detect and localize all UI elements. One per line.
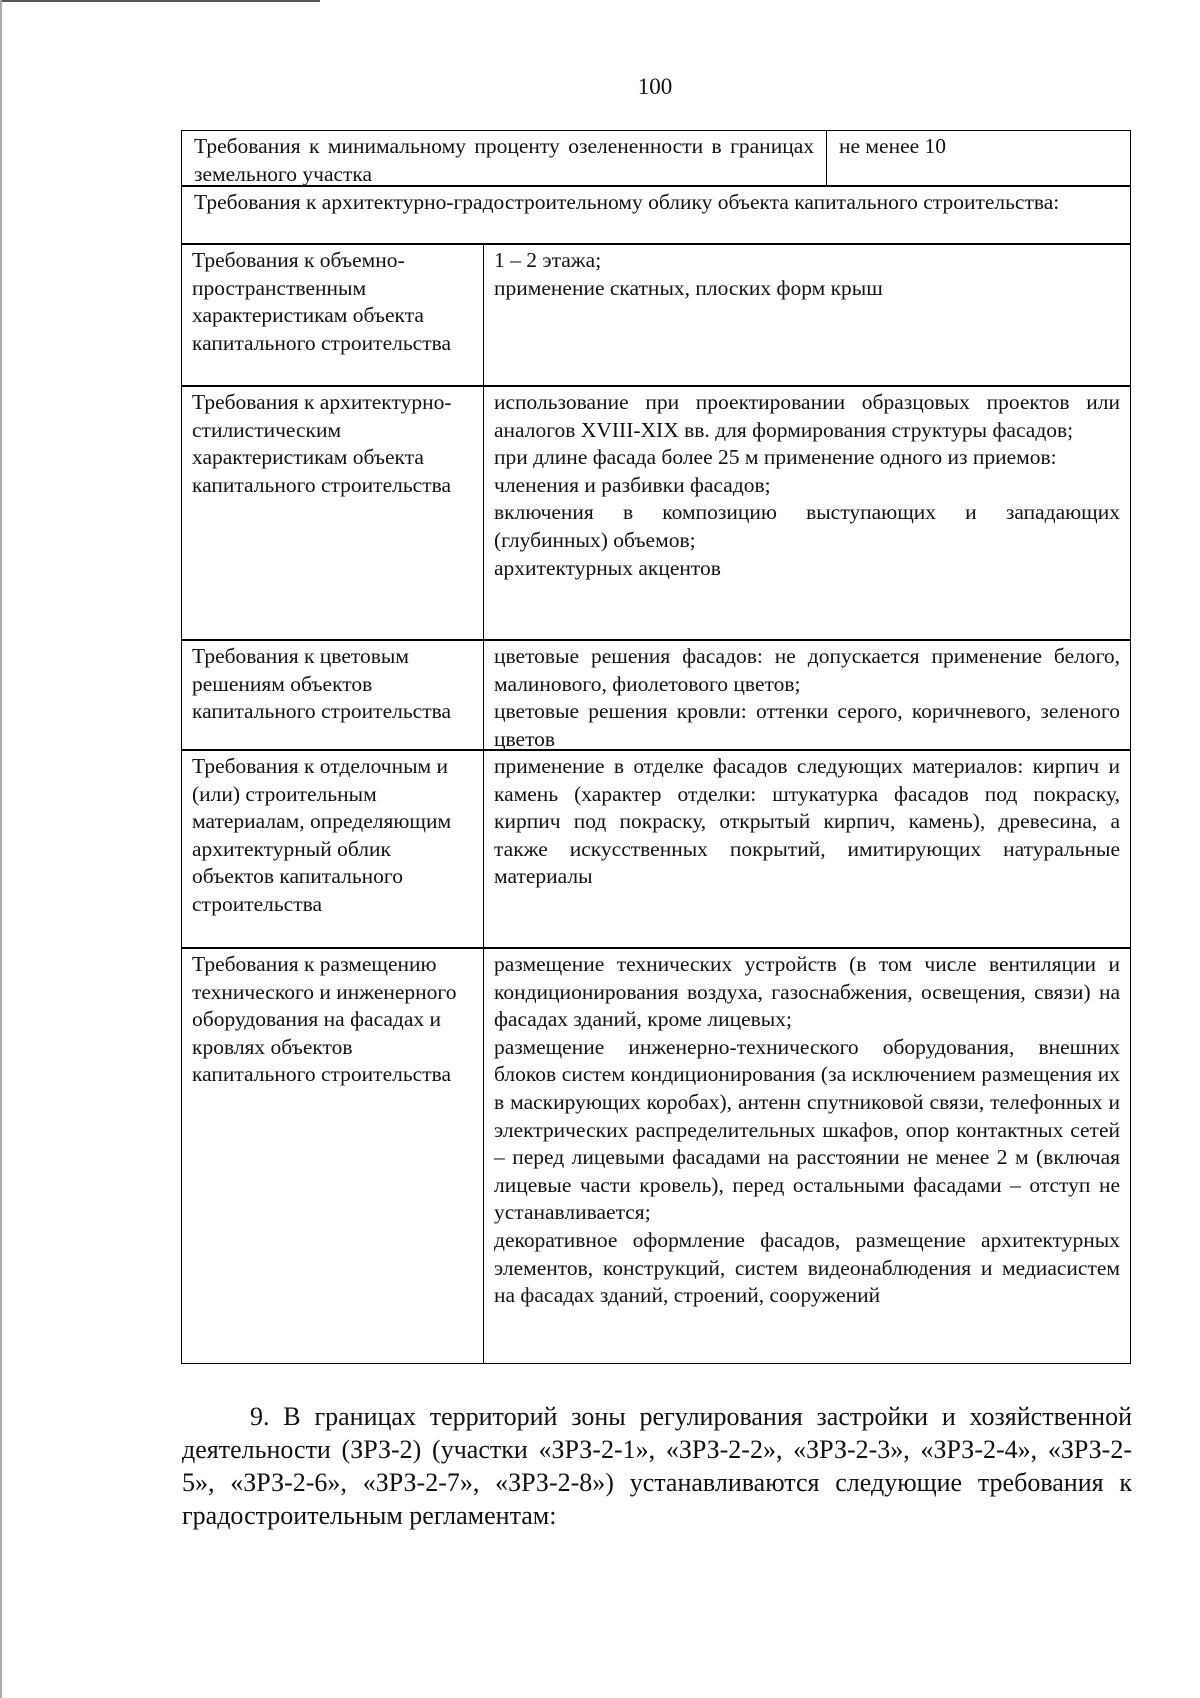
table-row: [181, 244, 1131, 386]
table-cell-value: [484, 245, 1130, 385]
table-cell-label: [182, 641, 484, 749]
table-cell-value: [484, 751, 1130, 947]
table-row: [181, 386, 1131, 640]
table-cell-label: [182, 131, 827, 185]
page-number: 100: [637, 74, 673, 99]
cell-text: не менее 10: [839, 134, 947, 158]
cell-text: Требования к минимальному проценту озелененности в границах земельного участка: [194, 134, 814, 186]
table-row: [181, 750, 1131, 948]
cell-text: применение в отделке фасадов следующих материалов: кирпич и камень (характер отделки: штукатурка фасадов под покраску, кирпич под покраску, открытый кирпич, камень), древесина, а также искусственных покрытий, имитирующих натуральные материалы: [494, 754, 1120, 889]
cell-text: при длине фасада более 25 м применение одного из приемов:: [494, 445, 1057, 470]
table-cell-value: [484, 387, 1130, 639]
cell-text: декоративное оформление фасадов, размещение архитектурных элементов, конструкций, систем видеонаблюдения и медиасистем на фасадах зданий, строений, сооружений: [494, 1227, 1120, 1308]
cell-text: Требования к архитектурно-стилистическим характеристикам объекта капитального строительства: [192, 390, 452, 497]
table-cell-value: [484, 641, 1130, 749]
cell-text: Требования к размещению технического и инженерного оборудования на фасадах и кровлях объектов капитального строительства: [192, 952, 457, 1087]
cell-text: включения в композицию выступающих и западающих (глубинных) объемов;: [494, 500, 1120, 552]
table-row: [181, 130, 1131, 186]
scan-edge: [0, 0, 320, 2]
table-cell-value: [827, 131, 1130, 185]
cell-text: архитектурных акцентов: [494, 555, 721, 580]
body-paragraph: 9. В границах территорий зоны регулирования застройки и хозяйственной деятельности (ЗРЗ-2) (участки «ЗРЗ-2-1», «ЗРЗ-2-2», «ЗРЗ-2-3», «ЗРЗ-2-4», «ЗРЗ-2-5», «ЗРЗ-2-6», «ЗРЗ-2-7», «ЗРЗ-2-8») устанавливаются следующие требования к градостроительным регламентам:: [182, 1402, 1132, 1530]
scan-edge: [0, 0, 2, 1698]
table-cell-label: [182, 751, 484, 947]
table-row: [181, 948, 1131, 1364]
table-cell-heading: [182, 187, 1130, 243]
cell-text: Требования к отделочным и (или) строительным материалам, определяющим архитектурный облик объектов капитального строительства: [192, 754, 452, 916]
cell-text: использование при проектировании образцовых проектов или аналогов XVIII-XIX вв. для формирования структуры фасадов;: [494, 390, 1120, 442]
cell-text: размещение технических устройств (в том числе вентиляции и кондиционирования воздуха, газоснабжения, освещения, связи) на фасадах зданий, кроме лицевых;: [494, 952, 1120, 1032]
cell-text: цветовые решения кровли: оттенки серого, коричневого, зеленого цветов: [494, 699, 1120, 751]
table-cell-value: [484, 949, 1130, 1363]
cell-text: Требования к цветовым решениям объектов капитального строительства: [192, 644, 452, 724]
table-cell-label: [182, 387, 484, 639]
cell-text: 1 – 2 этажа;: [494, 248, 602, 272]
cell-text: Требования к архитектурно-градостроительному облику объекта капитального строительства:: [194, 190, 1060, 214]
table-row: [181, 640, 1131, 750]
table-row: [181, 186, 1131, 244]
cell-text: Требования к объемно-пространственным характеристикам объекта капитального строительства: [192, 248, 452, 355]
table-cell-label: [182, 949, 484, 1363]
cell-text: членения и разбивки фасадов;: [494, 472, 771, 497]
cell-text: размещение инженерно-технического оборудования, внешних блоков систем кондиционирования (за исключением размещения их в маскирующих коробах), антенн спутниковой связи, телефонных и электрических распределительных шкафов, опор контактных сетей – перед лицевыми фасадами на расстоянии не менее 2 м (включая лицевые части кровель), перед остальными фасадами – отступ не устанавливается;: [494, 1034, 1120, 1225]
cell-text: применение скатных, плоских форм крыш: [494, 275, 883, 300]
table-cell-label: [182, 245, 484, 385]
cell-text: цветовые решения фасадов: не допускается применение белого, малинового, фиолетового цветов;: [494, 644, 1120, 696]
